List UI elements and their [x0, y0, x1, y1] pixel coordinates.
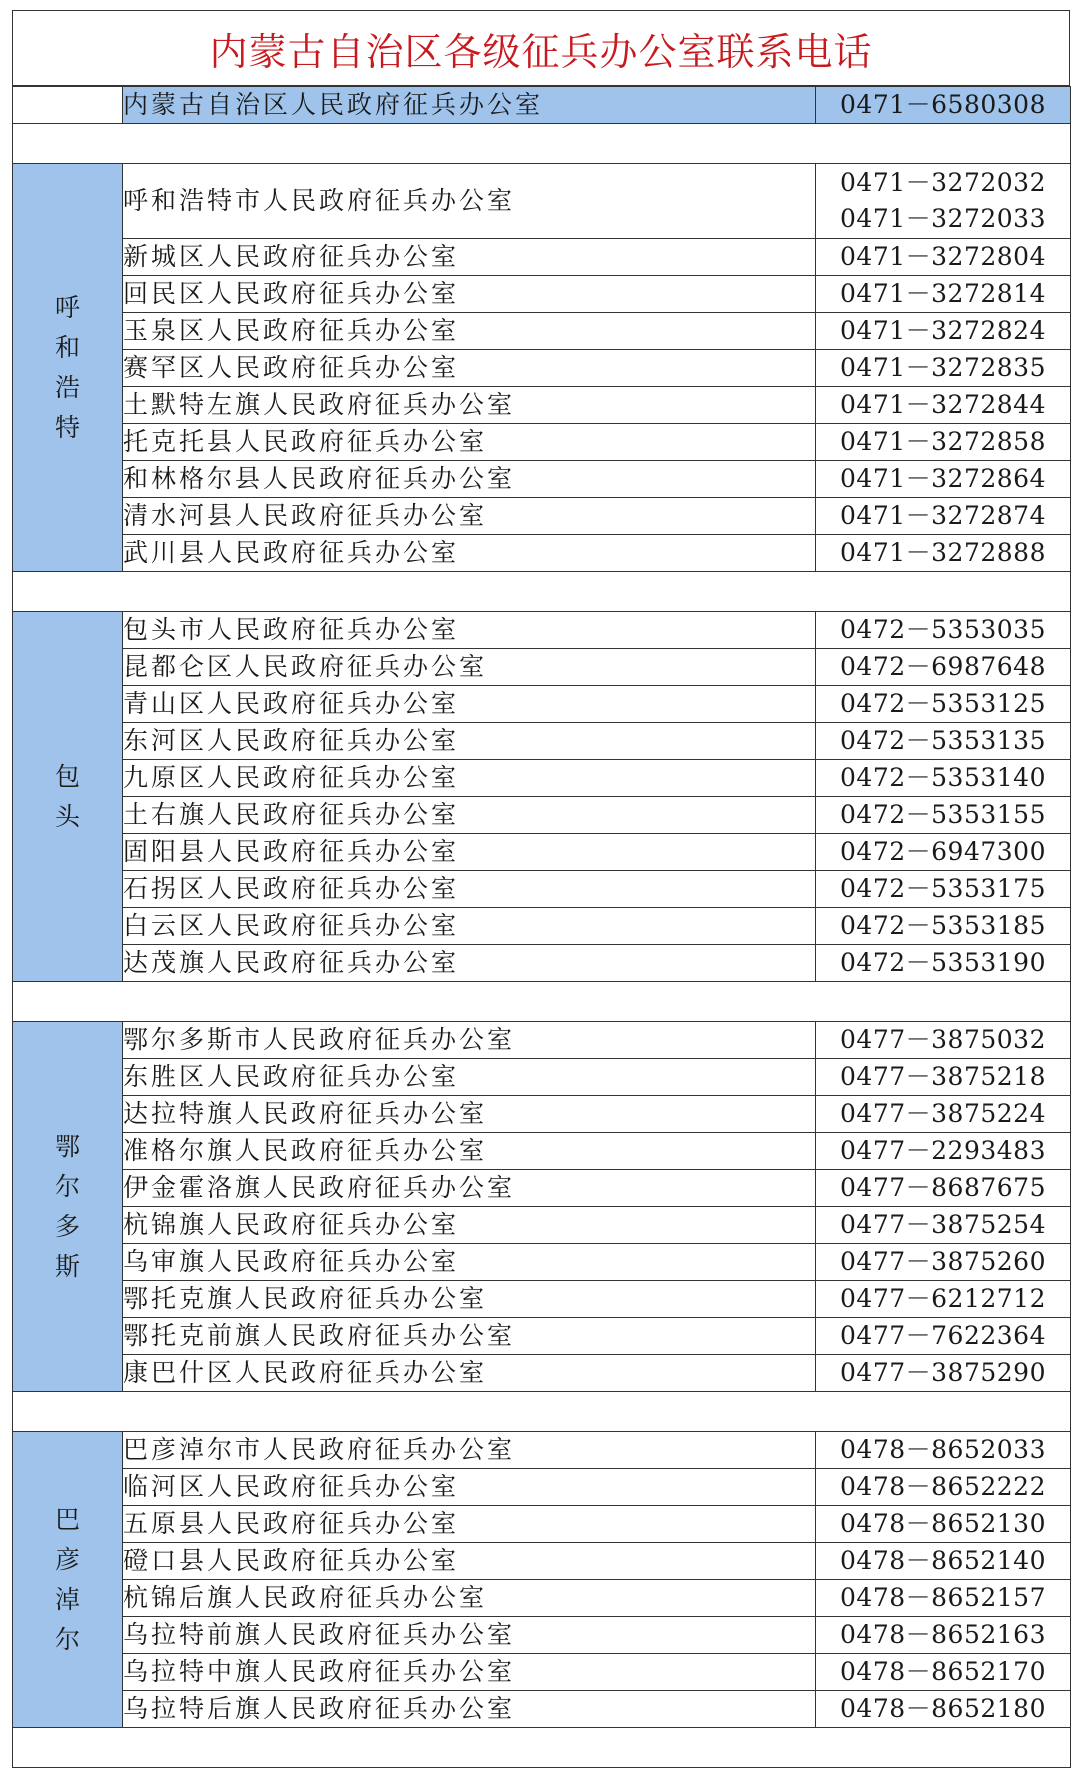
- office-name: 达拉特旗人民政府征兵办公室: [123, 1096, 816, 1133]
- table-row: [13, 461, 1071, 498]
- phone-number: 0471－3272858: [816, 424, 1071, 461]
- table-row: [13, 834, 1071, 871]
- office-name: 杭锦旗人民政府征兵办公室: [123, 1207, 816, 1244]
- office-name: 九原区人民政府征兵办公室: [123, 760, 816, 797]
- region-cell: [13, 1022, 123, 1392]
- phone-number: 0477－3875290: [816, 1355, 1071, 1392]
- table-row: [13, 1207, 1071, 1244]
- region-cell: [13, 164, 123, 572]
- table-row: [13, 1096, 1071, 1133]
- phone-number: 0477－6212712: [816, 1281, 1071, 1318]
- office-name: 乌审旗人民政府征兵办公室: [123, 1244, 816, 1281]
- table-row: [13, 1244, 1071, 1281]
- phone-number: 0478－8652222: [816, 1469, 1071, 1506]
- phone-number: 0471－3272864: [816, 461, 1071, 498]
- group-spacer: [13, 1728, 1071, 1768]
- office-name: 临河区人民政府征兵办公室: [123, 1469, 816, 1506]
- phone-number: 0472－5353190: [816, 945, 1071, 982]
- office-name: 准格尔旗人民政府征兵办公室: [123, 1133, 816, 1170]
- phone-number: 0472－5353175: [816, 871, 1071, 908]
- table-row: [13, 276, 1071, 313]
- phone-number: 0471－3272835: [816, 350, 1071, 387]
- office-name: 土默特左旗人民政府征兵办公室: [123, 387, 816, 424]
- office-name: 康巴什区人民政府征兵办公室: [123, 1355, 816, 1392]
- table-row: [13, 1318, 1071, 1355]
- phone-number: 0477－2293483: [816, 1133, 1071, 1170]
- phone-number: 0471－3272804: [816, 239, 1071, 276]
- table-row: [13, 164, 1071, 239]
- office-name: 东河区人民政府征兵办公室: [123, 723, 816, 760]
- region-label: 鄂尔多斯: [54, 1131, 80, 1281]
- table-row: [13, 797, 1071, 834]
- office-name: 伊金霍洛旗人民政府征兵办公室: [123, 1170, 816, 1207]
- table-row: [13, 1022, 1071, 1059]
- group-spacer: [13, 124, 1071, 164]
- phone-number: 0471－3272032: [840, 168, 1046, 197]
- phone-number: 0478－8652140: [816, 1543, 1071, 1580]
- table-row: [13, 649, 1071, 686]
- office-name: 巴彦淖尔市人民政府征兵办公室: [123, 1432, 816, 1469]
- office-name: 回民区人民政府征兵办公室: [123, 276, 816, 313]
- table-row: [13, 535, 1071, 572]
- spacer-cell: [13, 124, 1071, 164]
- phone-number: 0478－8652157: [816, 1580, 1071, 1617]
- region-label: 呼和浩特: [54, 292, 80, 442]
- phone-number: 0471－3272814: [816, 276, 1071, 313]
- table-row: [13, 686, 1071, 723]
- phone-number: 0471－3272874: [816, 498, 1071, 535]
- spacer-cell: [13, 982, 1071, 1022]
- office-name: 乌拉特中旗人民政府征兵办公室: [123, 1654, 816, 1691]
- phone-number: 0471－3272844: [816, 387, 1071, 424]
- contact-table: [12, 86, 1071, 1768]
- spacer-cell: [13, 1392, 1071, 1432]
- table-row: [13, 723, 1071, 760]
- table-row: [13, 871, 1071, 908]
- table-row: [13, 1133, 1071, 1170]
- office-name: 清水河县人民政府征兵办公室: [123, 498, 816, 535]
- table-row: [13, 387, 1071, 424]
- office-name: 固阳县人民政府征兵办公室: [123, 834, 816, 871]
- phone-number: 0471－6580308: [816, 87, 1071, 124]
- table-row: [13, 908, 1071, 945]
- region-cell: [13, 1432, 123, 1728]
- phone-number: 0478－8652033: [816, 1432, 1071, 1469]
- phone-number: 0471－3272033: [840, 204, 1046, 233]
- table-row: [13, 313, 1071, 350]
- phone-number: 0472－5353125: [816, 686, 1071, 723]
- office-name: 玉泉区人民政府征兵办公室: [123, 313, 816, 350]
- table-row: [13, 350, 1071, 387]
- office-name: 石拐区人民政府征兵办公室: [123, 871, 816, 908]
- region-cell: [13, 612, 123, 982]
- table-row: [13, 1469, 1071, 1506]
- table-row: [13, 1170, 1071, 1207]
- office-name: 昆都仑区人民政府征兵办公室: [123, 649, 816, 686]
- office-name: 鄂托克前旗人民政府征兵办公室: [123, 1318, 816, 1355]
- region-label: 包头: [54, 761, 80, 831]
- office-name: 和林格尔县人民政府征兵办公室: [123, 461, 816, 498]
- table-row: [13, 498, 1071, 535]
- table-row: [13, 945, 1071, 982]
- phone-number: 0472－5353155: [816, 797, 1071, 834]
- phone-number: 0478－8652170: [816, 1654, 1071, 1691]
- phone-number: 0477－3875260: [816, 1244, 1071, 1281]
- spacer-cell: [13, 572, 1071, 612]
- phone-number: 0477－7622364: [816, 1318, 1071, 1355]
- phone-number: 0478－8652163: [816, 1617, 1071, 1654]
- table-row: [13, 1617, 1071, 1654]
- office-name: 鄂尔多斯市人民政府征兵办公室: [123, 1022, 816, 1059]
- phone-number: 0472－5353035: [816, 612, 1071, 649]
- phone-number: 0478－8652130: [816, 1506, 1071, 1543]
- office-name: 土右旗人民政府征兵办公室: [123, 797, 816, 834]
- office-name: 乌拉特前旗人民政府征兵办公室: [123, 1617, 816, 1654]
- blank-cell: [13, 87, 123, 124]
- phone-number: 0471－3272888: [816, 535, 1071, 572]
- table-row: [13, 1355, 1071, 1392]
- table-row: [13, 1691, 1071, 1728]
- table-row: [13, 1506, 1071, 1543]
- table-row: [13, 424, 1071, 461]
- table-row: [13, 1580, 1071, 1617]
- table-row: [13, 612, 1071, 649]
- phone-number: 0477－3875032: [816, 1022, 1071, 1059]
- table-row: [13, 1281, 1071, 1318]
- contact-sheet: [12, 10, 1070, 1768]
- office-name: 鄂托克旗人民政府征兵办公室: [123, 1281, 816, 1318]
- phone-number: 0472－6947300: [816, 834, 1071, 871]
- office-name: 武川县人民政府征兵办公室: [123, 535, 816, 572]
- office-name: 五原县人民政府征兵办公室: [123, 1506, 816, 1543]
- phone-number: 0477－3875254: [816, 1207, 1071, 1244]
- page-title: 内蒙古自治区各级征兵办公室联系电话: [12, 10, 1070, 86]
- group-spacer: [13, 572, 1071, 612]
- phone-number: 0477－3875218: [816, 1059, 1071, 1096]
- office-name: 赛罕区人民政府征兵办公室: [123, 350, 816, 387]
- phone-number: 0471－3272824: [816, 313, 1071, 350]
- office-name: 新城区人民政府征兵办公室: [123, 239, 816, 276]
- table-row: [13, 1654, 1071, 1691]
- office-name: 托克托县人民政府征兵办公室: [123, 424, 816, 461]
- phone-number: 0472－5353140: [816, 760, 1071, 797]
- table-row: [13, 1059, 1071, 1096]
- office-name: 白云区人民政府征兵办公室: [123, 908, 816, 945]
- region-label: 巴彦淖尔: [54, 1504, 80, 1654]
- spacer-cell: [13, 1728, 1071, 1768]
- office-name: 东胜区人民政府征兵办公室: [123, 1059, 816, 1096]
- phone-number: 0478－8652180: [816, 1691, 1071, 1728]
- office-name: 青山区人民政府征兵办公室: [123, 686, 816, 723]
- office-name: 呼和浩特市人民政府征兵办公室: [123, 164, 816, 239]
- group-spacer: [13, 982, 1071, 1022]
- office-name: 达茂旗人民政府征兵办公室: [123, 945, 816, 982]
- group-spacer: [13, 1392, 1071, 1432]
- office-name: 乌拉特后旗人民政府征兵办公室: [123, 1691, 816, 1728]
- table-row: [13, 1432, 1071, 1469]
- table-row: [13, 239, 1071, 276]
- phone-number: 0472－5353185: [816, 908, 1071, 945]
- office-name: 内蒙古自治区人民政府征兵办公室: [123, 87, 816, 124]
- table-row: [13, 760, 1071, 797]
- office-name: 包头市人民政府征兵办公室: [123, 612, 816, 649]
- office-name: 杭锦后旗人民政府征兵办公室: [123, 1580, 816, 1617]
- phone-number: 0477－3875224: [816, 1096, 1071, 1133]
- phone-number: 0472－5353135: [816, 723, 1071, 760]
- office-name: 磴口县人民政府征兵办公室: [123, 1543, 816, 1580]
- phone-number: 0477－8687675: [816, 1170, 1071, 1207]
- phone-number: 0472－6987648: [816, 649, 1071, 686]
- phone-cell: [816, 164, 1071, 239]
- table-row: [13, 1543, 1071, 1580]
- headquarters-row: [13, 87, 1071, 124]
